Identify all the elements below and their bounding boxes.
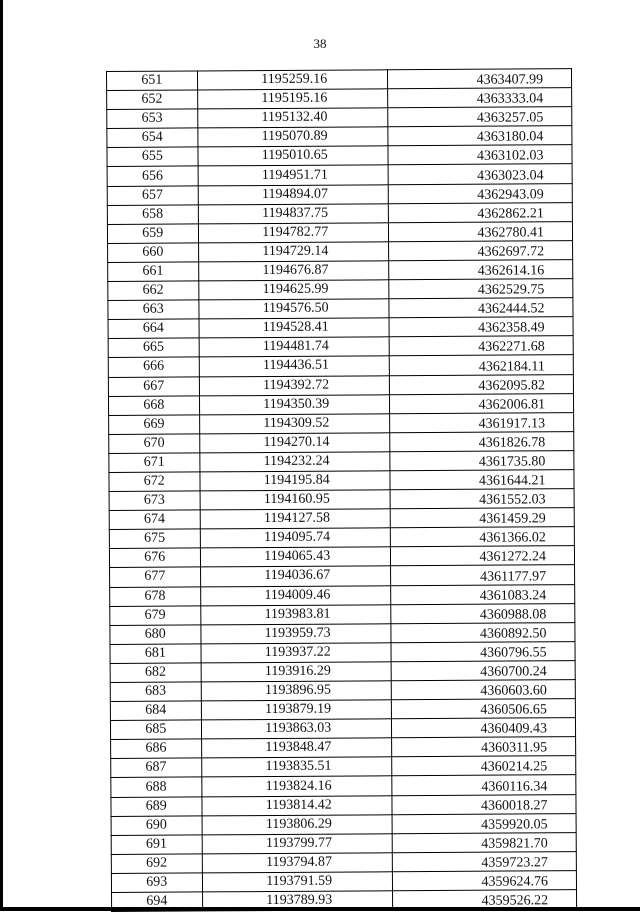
point-number-cell: 688 [111,777,202,797]
y-coordinate-cell: 4363407.99 [387,69,571,89]
x-coordinate-cell: 1193863.03 [201,719,391,739]
x-coordinate-cell: 1193879.19 [201,700,391,720]
x-coordinate-cell: 1194481.74 [199,337,389,357]
table-row [111,737,576,759]
table-row [111,813,576,835]
table-row [108,298,573,320]
table-row [108,393,573,415]
y-coordinate-cell: 4360603.60 [391,680,575,700]
y-coordinate-cell: 4363257.05 [388,107,572,127]
point-number-cell: 652 [107,90,198,110]
table-row [107,202,572,224]
y-coordinate-cell: 4362943.09 [388,183,572,203]
x-coordinate-cell: 1194894.07 [198,184,388,204]
point-number-cell: 670 [109,434,200,454]
y-coordinate-cell: 4363102.03 [388,145,572,165]
table-row [108,336,573,358]
scan-border-left [0,0,3,911]
point-number-cell: 679 [110,606,201,626]
coordinates-table-body [107,69,577,912]
table-row [110,603,575,625]
y-coordinate-cell: 4359920.05 [392,813,576,833]
point-number-cell: 667 [108,376,199,396]
point-number-cell: 687 [111,758,202,778]
point-number-cell: 693 [111,873,202,893]
y-coordinate-cell: 4360116.34 [392,775,576,795]
coordinates-table [106,68,577,912]
x-coordinate-cell: 1193799.77 [202,834,392,854]
y-coordinate-cell: 4362862.21 [388,202,572,222]
point-number-cell: 675 [109,529,200,549]
y-coordinate-cell: 4361177.97 [390,565,574,585]
x-coordinate-cell: 1193896.95 [201,681,391,701]
point-number-cell: 682 [110,663,201,683]
x-coordinate-cell: 1193794.87 [202,853,392,873]
y-coordinate-cell: 4361366.02 [390,527,574,547]
point-number-cell: 683 [110,682,201,702]
y-coordinate-cell: 4361272.24 [390,546,574,566]
y-coordinate-cell: 4362006.81 [389,393,573,413]
table-row [108,279,573,301]
x-coordinate-cell: 1193848.47 [201,738,391,758]
table-row [110,641,575,663]
x-coordinate-cell: 1194625.99 [198,280,388,300]
point-number-cell: 661 [108,262,199,282]
point-number-cell: 685 [110,720,201,740]
point-number-cell: 662 [108,281,199,301]
x-coordinate-cell: 1195259.16 [197,70,387,90]
table-row [110,699,575,721]
table-row [110,584,575,606]
point-number-cell: 694 [112,892,203,912]
y-coordinate-cell: 4362184.11 [389,355,573,375]
point-number-cell: 689 [111,796,202,816]
x-coordinate-cell: 1193835.51 [201,757,391,777]
point-number-cell: 660 [108,243,199,263]
x-coordinate-cell: 1194127.58 [200,509,390,529]
x-coordinate-cell: 1193789.93 [202,891,392,911]
x-coordinate-cell: 1194528.41 [199,318,389,338]
y-coordinate-cell: 4360018.27 [392,794,576,814]
table-row [107,145,572,167]
point-number-cell: 690 [111,816,202,836]
y-coordinate-cell: 4359821.70 [392,832,576,852]
table-row [111,851,576,873]
table-row [108,355,573,377]
y-coordinate-cell: 4362780.41 [388,221,572,241]
y-coordinate-cell: 4359723.27 [392,851,576,871]
y-coordinate-cell: 4360892.50 [391,622,575,642]
y-coordinate-cell: 4362271.68 [389,336,573,356]
point-number-cell: 651 [107,71,198,91]
point-number-cell: 684 [110,701,201,721]
table-row [107,183,572,205]
table-row [112,890,577,912]
x-coordinate-cell: 1193814.42 [201,795,391,815]
y-coordinate-cell: 4362095.82 [389,374,573,394]
table-row [107,88,572,110]
point-number-cell: 681 [110,644,201,664]
y-coordinate-cell: 4362697.72 [388,240,572,260]
x-coordinate-cell: 1194095.74 [200,528,390,548]
point-number-cell: 674 [109,510,200,530]
table-row [109,508,574,530]
y-coordinate-cell: 4362529.75 [389,279,573,299]
y-coordinate-cell: 4360214.25 [392,756,576,776]
point-number-cell: 673 [109,491,200,511]
point-number-cell: 665 [108,338,199,358]
x-coordinate-cell: 1194729.14 [198,242,388,262]
y-coordinate-cell: 4360700.24 [391,661,575,681]
point-number-cell: 656 [107,166,198,186]
point-number-cell: 677 [110,567,201,587]
x-coordinate-cell: 1194951.71 [198,165,388,185]
y-coordinate-cell: 4360988.08 [391,603,575,623]
x-coordinate-cell: 1193959.73 [200,623,390,643]
point-number-cell: 654 [107,128,198,148]
x-coordinate-cell: 1194065.43 [200,547,390,567]
x-coordinate-cell: 1195070.89 [197,127,387,147]
y-coordinate-cell: 4362444.52 [389,298,573,318]
table-row [109,527,574,549]
table-row [111,794,576,816]
y-coordinate-cell: 4361826.78 [390,431,574,451]
table-row [108,260,573,282]
point-number-cell: 666 [108,357,199,377]
table-row [107,69,572,91]
point-number-cell: 686 [111,739,202,759]
table-row [110,680,575,702]
x-coordinate-cell: 1194270.14 [199,433,389,453]
point-number-cell: 655 [107,147,198,167]
x-coordinate-cell: 1194036.67 [200,566,390,586]
table-row [109,489,574,511]
table-row [110,565,575,587]
x-coordinate-cell: 1193937.22 [201,643,391,663]
page-number: 38 [313,36,327,51]
x-coordinate-cell: 1194160.95 [200,490,390,510]
point-number-cell: 668 [108,396,199,416]
table-row [107,126,572,148]
table-row [110,718,575,740]
point-number-cell: 678 [110,586,201,606]
table-row [109,451,574,473]
y-coordinate-cell: 4360796.55 [391,641,575,661]
point-number-cell: 663 [108,300,199,320]
x-coordinate-cell: 1194837.75 [198,203,388,223]
table-row [111,871,576,893]
point-number-cell: 671 [109,453,200,473]
y-coordinate-cell: 4361083.24 [391,584,575,604]
table-row [111,775,576,797]
y-coordinate-cell: 4360311.95 [391,737,575,757]
point-number-cell: 669 [109,415,200,435]
table-row [108,317,573,339]
table-row [109,470,574,492]
point-number-cell: 659 [107,224,198,244]
x-coordinate-cell: 1193824.16 [201,776,391,796]
y-coordinate-cell: 4361459.29 [390,508,574,528]
x-coordinate-cell: 1195132.40 [197,108,387,128]
point-number-cell: 653 [107,109,198,129]
point-number-cell: 672 [109,472,200,492]
point-number-cell: 691 [111,835,202,855]
x-coordinate-cell: 1195010.65 [198,146,388,166]
y-coordinate-cell: 4361917.13 [389,412,573,432]
table-row [108,240,573,262]
y-coordinate-cell: 4361552.03 [390,489,574,509]
x-coordinate-cell: 1194309.52 [199,413,389,433]
x-coordinate-cell: 1194392.72 [199,375,389,395]
point-number-cell: 658 [107,205,198,225]
table-row [108,374,573,396]
x-coordinate-cell: 1194576.50 [198,299,388,319]
x-coordinate-cell: 1195195.16 [197,89,387,109]
x-coordinate-cell: 1193791.59 [202,872,392,892]
table-row [109,412,574,434]
point-number-cell: 657 [107,186,198,206]
y-coordinate-cell: 4363180.04 [388,126,572,146]
point-number-cell: 692 [111,854,202,874]
table-row [110,622,575,644]
table-row [111,832,576,854]
table-row [109,431,574,453]
x-coordinate-cell: 1193916.29 [201,662,391,682]
y-coordinate-cell: 4361644.21 [390,470,574,490]
table-row [110,661,575,683]
table-row [107,107,572,129]
y-coordinate-cell: 4359624.76 [392,871,576,891]
y-coordinate-cell: 4359526.22 [392,890,576,910]
x-coordinate-cell: 1194195.84 [200,471,390,491]
table-row [107,221,572,243]
table-row [107,164,572,186]
point-number-cell: 680 [110,625,201,645]
y-coordinate-cell: 4361735.80 [390,451,574,471]
y-coordinate-cell: 4362358.49 [389,317,573,337]
table-row [111,756,576,778]
y-coordinate-cell: 4362614.16 [389,260,573,280]
point-number-cell: 676 [109,548,200,568]
x-coordinate-cell: 1194436.51 [199,356,389,376]
x-coordinate-cell: 1193983.81 [200,604,390,624]
x-coordinate-cell: 1194782.77 [198,223,388,243]
y-coordinate-cell: 4360506.65 [391,699,575,719]
y-coordinate-cell: 4363023.04 [388,164,572,184]
x-coordinate-cell: 1193806.29 [202,814,392,834]
x-coordinate-cell: 1194350.39 [199,394,389,414]
point-number-cell: 664 [108,319,199,339]
table-row [109,546,574,568]
y-coordinate-cell: 4363333.04 [387,88,571,108]
x-coordinate-cell: 1194009.46 [200,585,390,605]
y-coordinate-cell: 4360409.43 [391,718,575,738]
x-coordinate-cell: 1194676.87 [198,261,388,281]
x-coordinate-cell: 1194232.24 [199,452,389,472]
